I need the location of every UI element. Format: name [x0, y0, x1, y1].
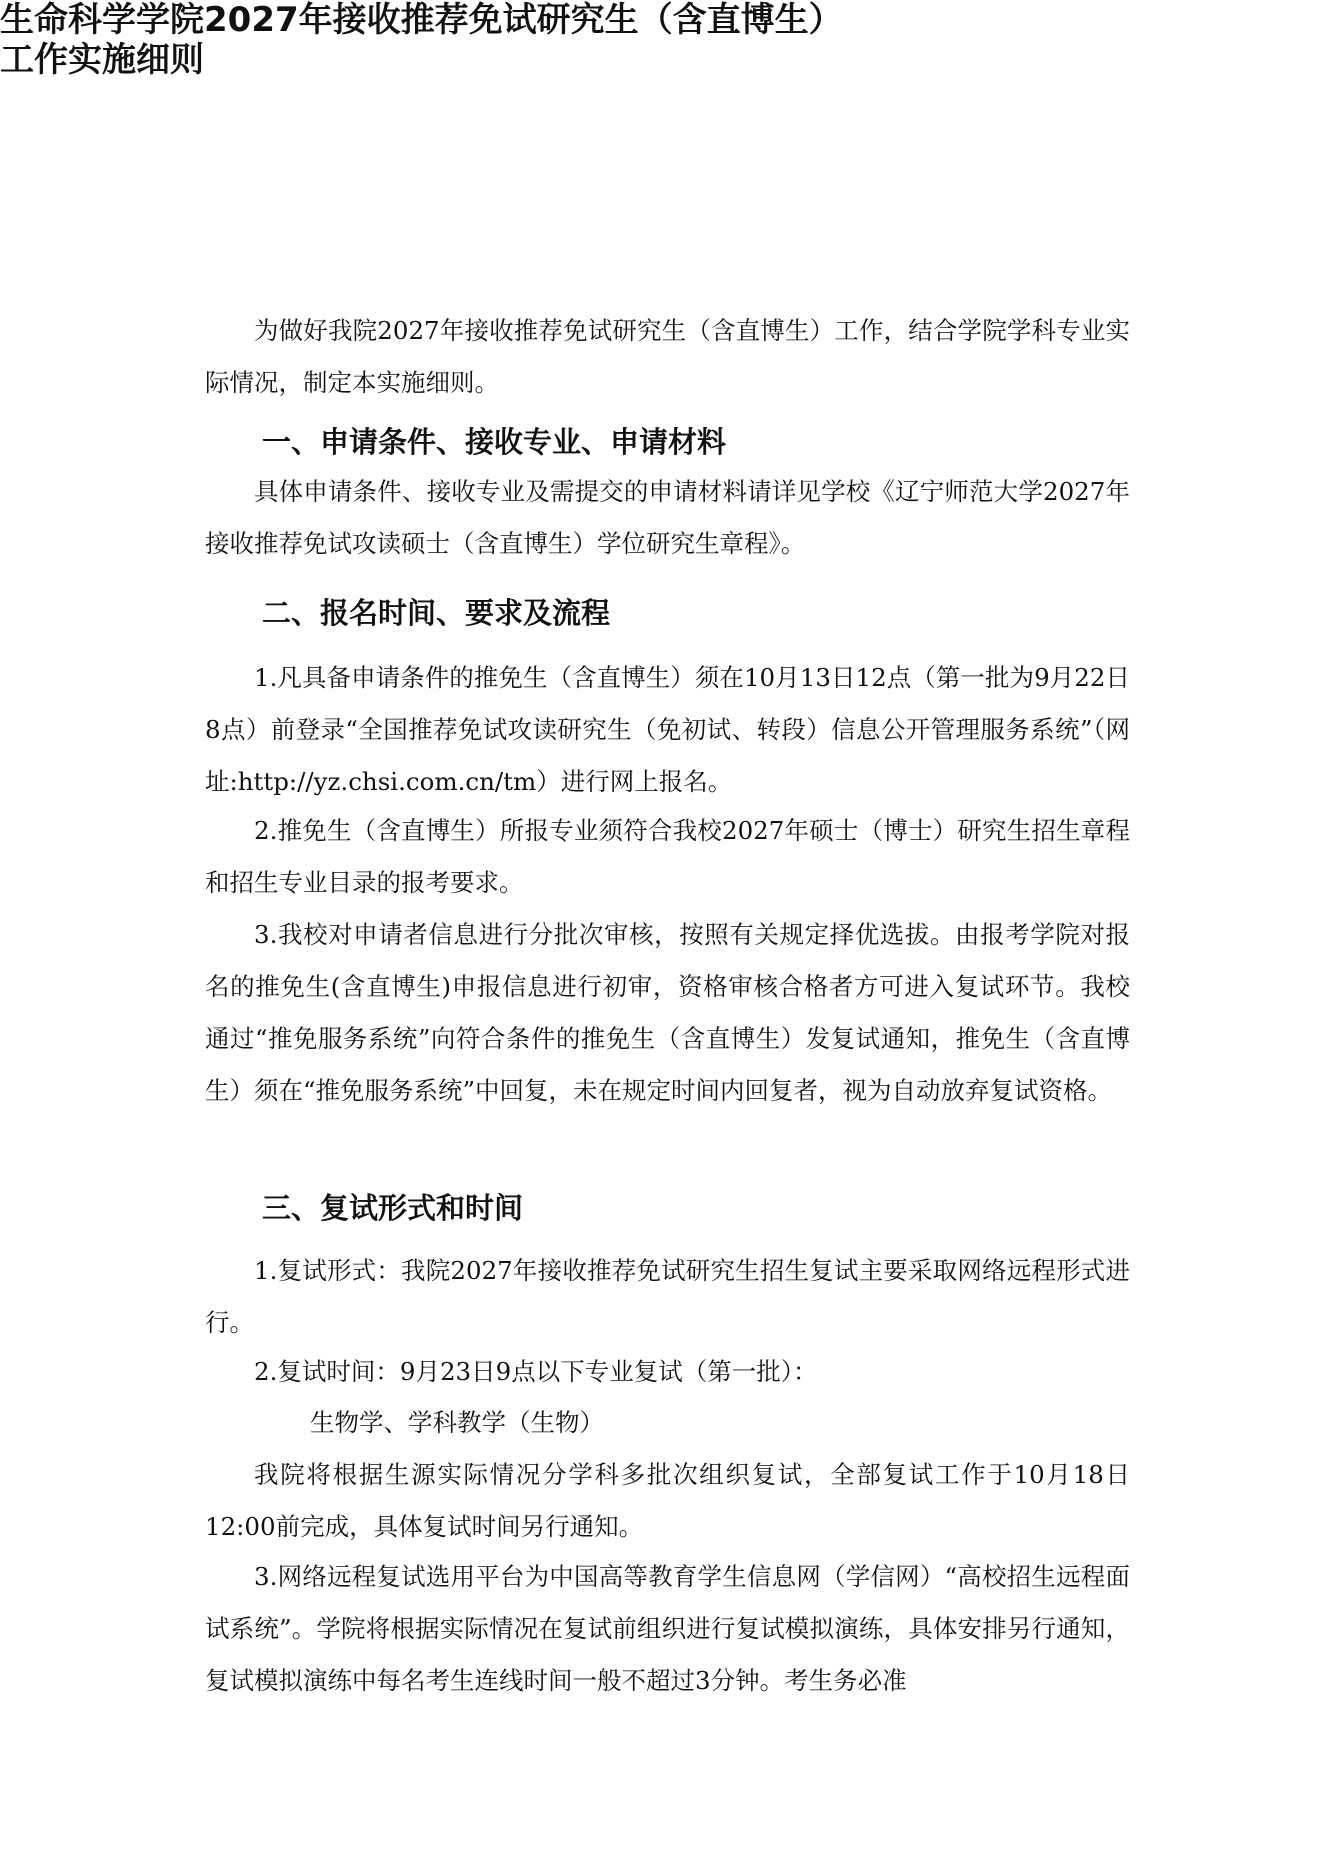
section3-paragraph-1: 1.复试形式：我院2027年接收推荐免试研究生招生复试主要采取网络远程形式进行。: [205, 1256, 1130, 1337]
section2-paragraph-2: 2.推免生（含直博生）所报专业须符合我校2027年硕士（博士）研究生招生章程和招生专业目录的报考要求。: [205, 816, 1130, 897]
document-title-line2: 工作实施细则: [0, 40, 204, 80]
section3-paragraph-4: 我院将根据生源实际情况分学科多批次组织复试，全部复试工作于10月18日12:00前完成，具体复试时间另行通知。: [205, 1460, 1130, 1541]
section3-paragraph-2: 2.复试时间：9月23日9点以下专业复试（第一批）：: [254, 1357, 818, 1386]
section3-heading: 三、复试形式和时间: [262, 1191, 524, 1225]
section2-paragraph-1: 1.凡具备申请条件的推免生（含直博生）须在10月13日12点（第一批为9月22日8点）前登录“全国推荐免试攻读研究生（免初试、转段）信息公开管理服务系统”（网址:http://yz.chsi.com.cn/tm）进行网上报名。: [205, 663, 1130, 796]
section2-heading: 二、报名时间、要求及流程: [262, 596, 611, 630]
intro-paragraph: 为做好我院2027年接收推荐免试研究生（含直博生）工作，结合学院学科专业实际情况，制定本实施细则。: [205, 316, 1130, 397]
section1-paragraph: 具体申请条件、接收专业及需提交的申请材料请详见学校《辽宁师范大学2027年接收推荐免试攻读硕士（含直博生）学位研究生章程》。: [205, 477, 1130, 558]
section3-majors-list: 生物学、学科教学（生物）: [310, 1408, 604, 1437]
section1-heading: 一、申请条件、接收专业、申请材料: [262, 425, 727, 459]
section3-paragraph-5: 3.网络远程复试选用平台为中国高等教育学生信息网（学信网）“高校招生远程面试系统”。学院将根据实际情况在复试前组织进行复试模拟演练，具体安排另行通知，复试模拟演练中每名考生连线时间一般不超过3分钟。考生务必准: [205, 1562, 1130, 1695]
section2-paragraph-3: 3.我校对申请者信息进行分批次审核，按照有关规定择优选拔。由报考学院对报名的推免生(含直博生)申报信息进行初审，资格审核合格者方可进入复试环节。我校通过“推免服务系统”向符合条件的推免生（含直博生）发复试通知，推免生（含直博生）须在“推免服务系统”中回复，未在规定时间内回复者，视为自动放弃复试资格。: [205, 920, 1130, 1105]
document-title-line1: 生命科学学院2027年接收推荐免试研究生（含直博生）: [0, 0, 843, 40]
